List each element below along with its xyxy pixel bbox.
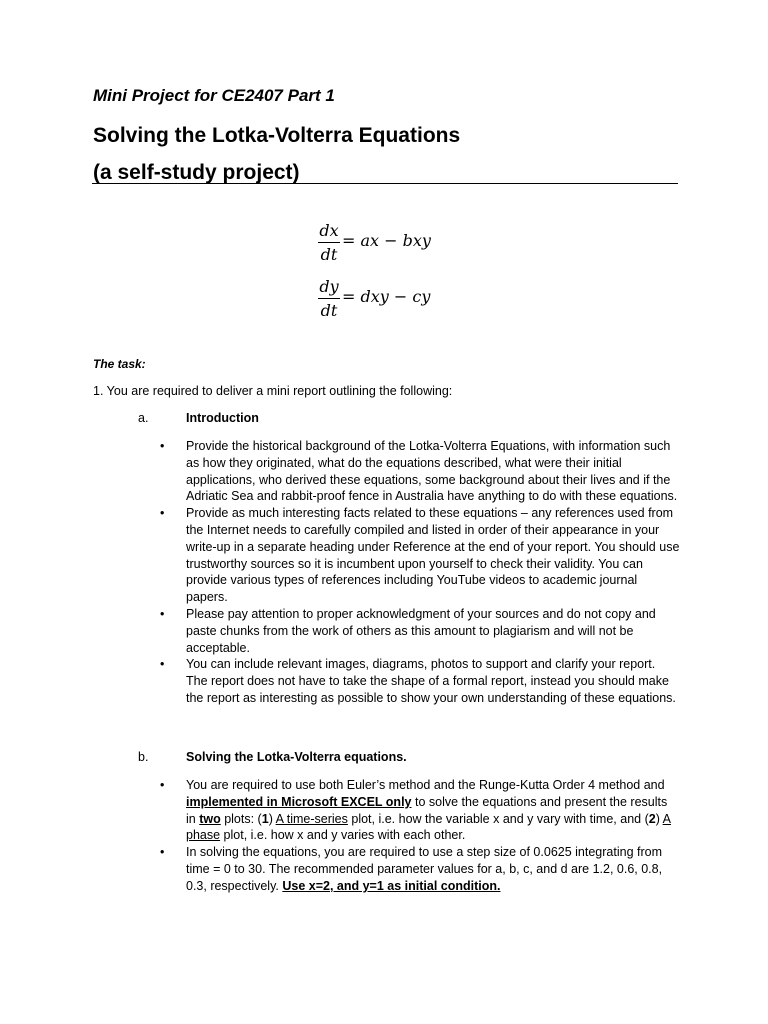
section-b-letter: b.	[138, 750, 149, 764]
phase-term: A phase	[186, 811, 671, 843]
task-heading: The task:	[93, 357, 146, 371]
numerator: dx	[319, 221, 339, 240]
task-intro: 1. You are required to deliver a mini report outlining the following:	[93, 384, 453, 398]
denominator: dt	[320, 301, 338, 320]
numerator: dy	[319, 277, 339, 296]
section-b-heading: Solving the Lotka-Volterra equations.	[186, 750, 407, 764]
bullet-icon: •	[160, 657, 165, 672]
list-item	[160, 438, 680, 505]
bullet-icon: •	[160, 845, 165, 860]
list-item	[160, 844, 680, 894]
bullet-icon: •	[160, 778, 165, 792]
document-subtitle: Mini Project for CE2407 Part 1	[93, 86, 335, 105]
title-divider	[92, 183, 678, 184]
list-item	[160, 777, 680, 844]
list-item	[160, 505, 680, 606]
fraction-dy-dt	[318, 276, 340, 321]
bullet-text: Please pay attention to proper acknowledgment of your sources and do not copy and paste chunks from the work of others as this amount to plagiarism and will not be acceptable.	[186, 606, 656, 655]
title-line-1: Solving the Lotka-Volterra Equations	[93, 124, 461, 147]
equation-rhs: = dxy − cy	[342, 287, 431, 306]
emphasis-excel: implemented in Microsoft EXCEL only	[186, 794, 412, 809]
time-series-term: A time-series	[275, 811, 348, 826]
emphasis-initial-condition: Use x=2, and y=1 as initial condition.	[282, 878, 501, 893]
title-line-2: (a self-study project)	[93, 161, 300, 184]
section-a-bullets	[160, 438, 680, 707]
fraction-bar	[318, 298, 340, 299]
bullet-icon: •	[160, 439, 165, 453]
section-a-heading: Introduction	[186, 411, 259, 425]
list-item	[160, 656, 680, 706]
bullet-text: You are required to use both Euler’s method and the Runge-Kutta Order 4 method and implemented in Microsoft EXCEL only to solve the equations and present the results in two plots: (1) A time-series plot, i.e. how the variable x and y vary with time, and (2) A phase plot, i.e. how x and y varies with each other.	[186, 778, 671, 843]
bullet-text: In solving the equations, you are required to use a step size of 0.0625 integrating from time = 0 to 30. The recommended parameter values for a, b, c, and d are 1.2, 0.6, 0.8, 0.3, respectively. Use x=2, and y=1 as initial condition.	[186, 845, 663, 893]
section-b-bullets	[160, 777, 680, 895]
fraction-dx-dt	[318, 220, 340, 265]
fraction-bar	[318, 242, 340, 243]
bullet-icon: •	[160, 606, 165, 621]
list-item	[160, 606, 680, 656]
equation-rhs: = ax − bxy	[342, 231, 431, 250]
bullet-text: You can include relevant images, diagrams, photos to support and clarify your report. The report does not have to take the shape of a formal report, instead you should make the report as interesting as possible to show your own understanding of these equations.	[186, 657, 676, 705]
emphasis-two: two	[199, 811, 221, 826]
bullet-text: Provide as much interesting facts related to these equations – any references used from the Internet needs to carefully compiled and listed in order of their appearance in your write-up in a separate heading under Reference at the end of your report. You should use trustworthy sources so it is incumbent upon yourself to check their validity. You can provide various types of references including YouTube videos to academic journal papers.	[186, 506, 680, 605]
bullet-icon: •	[160, 506, 165, 521]
document-title	[93, 117, 460, 191]
section-a-letter: a.	[138, 411, 149, 425]
bullet-text: Provide the historical background of the Lotka-Volterra Equations, with information such as how they originated, what do the equations described, what were their initial applications, who derived these equations, some background about their lives and if the Adriatic Sea and rabbit-proof fence in Australia have anything to do with these equations.	[186, 439, 678, 504]
denominator: dt	[320, 245, 338, 264]
